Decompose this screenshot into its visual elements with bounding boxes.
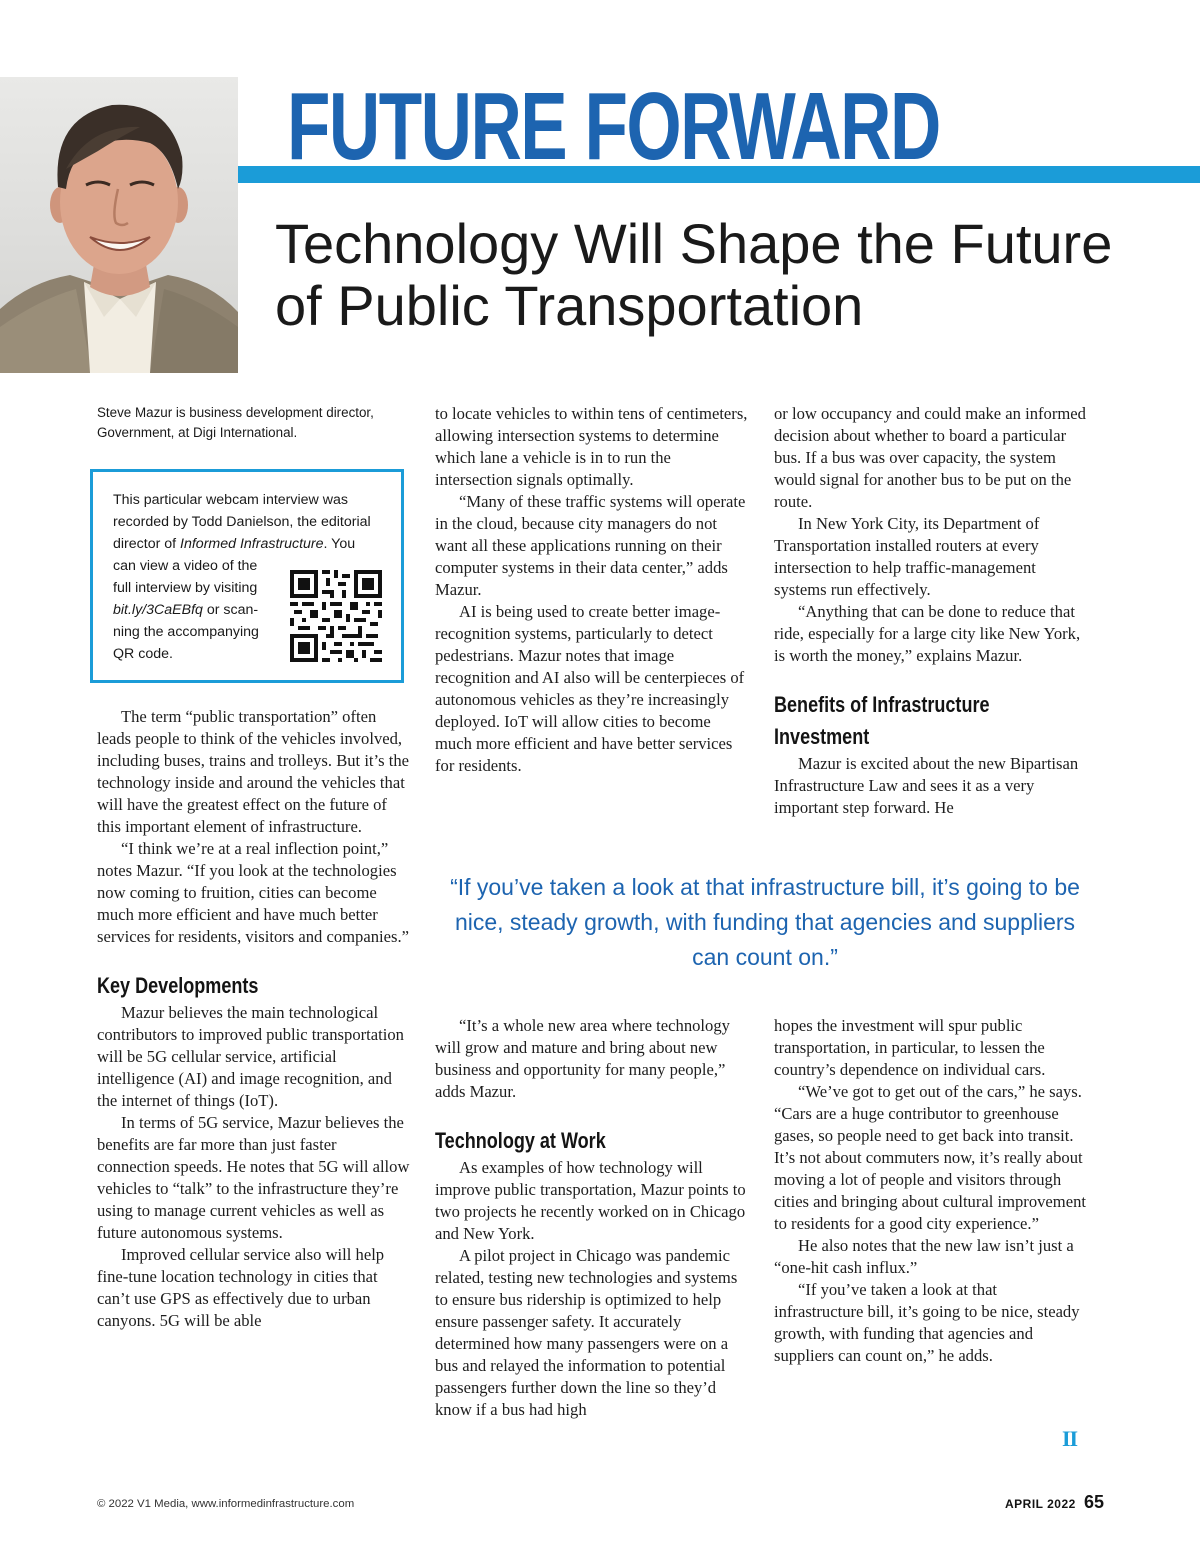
footer-issue-date: APRIL 2022 bbox=[1005, 1497, 1076, 1511]
paragraph: “I think we’re at a real inflection point,” notes Mazur. “If you look at the technologies now coming to fruition, cities can become much more efficient and have much better services for residents, visitors and companies.” bbox=[97, 839, 409, 946]
paragraph: He also notes that the new law isn’t just a “one-hit cash influx.” bbox=[774, 1236, 1074, 1277]
author-photo bbox=[0, 77, 238, 373]
paragraph: to locate vehicles to within tens of centimeters, allowing intersection systems to determine which lane a vehicle is in to run the intersection signals optimally. bbox=[435, 404, 748, 489]
article-column-2-bottom bbox=[435, 1015, 749, 1421]
section-heading: Key Developments bbox=[97, 973, 259, 998]
paragraph: AI is being used to create better image-recognition systems, particularly to detect pedestrians. Mazur notes that image recognition and AI also will be centerpieces of autonomous vehicles as they’re increasingly deployed. IoT will allow cities to become much more efficient and have better services for residents. bbox=[435, 602, 745, 775]
paragraph: or low occupancy and could make an informed decision about whether to board a particular bus. If a bus was over capacity, the system would signal for another bus to be put on the route. bbox=[774, 404, 1086, 511]
author-byline: Steve Mazur is business development director, Government, at Digi International. bbox=[97, 405, 374, 440]
paragraph: A pilot project in Chicago was pandemic related, testing new technologies and systems to ensure bus ridership is optimized to help ensure passenger safety. It accurately determined how many passengers were on a bus and relayed the information to potential passengers further down the line so they’d know if a bus had high bbox=[435, 1246, 738, 1419]
paragraph: “It’s a whole new area where technology will grow and mature and bring about new business and opportunity for many people,” adds Mazur. bbox=[435, 1016, 730, 1101]
end-of-article-mark: II bbox=[1062, 1426, 1078, 1451]
paragraph: In New York City, its Department of Transportation installed routers at every intersection to help traffic-management systems run effectively. bbox=[774, 514, 1040, 599]
pull-quote: “If you’ve taken a look at that infrastructure bill, it’s going to be nice, steady growth, with funding that agencies and suppliers can count on.” bbox=[450, 874, 1080, 970]
info-line: This particular webcam interview was bbox=[113, 492, 348, 508]
paragraph: In terms of 5G service, Mazur believes the benefits are far more than just faster connection speeds. He notes that 5G will allow vehicles to “talk” to the infrastructure they’re using to manage current vehicles as well as future autonomous systems. bbox=[97, 1113, 410, 1242]
footer-copyright: © 2022 V1 Media, www.informedinfrastructure.com bbox=[97, 1498, 355, 1510]
headline-line: Technology Will Shape the Future bbox=[275, 212, 1113, 275]
info-line: QR code. bbox=[113, 646, 173, 662]
article-column-1 bbox=[97, 706, 411, 1332]
paragraph: Mazur is excited about the new Bipartisan Infrastructure Law and sees it as a very important step forward. He bbox=[774, 754, 1079, 817]
paragraph: “We’ve got to get out of the cars,” he says. “Cars are a huge contributor to greenhouse gases, so people need to get back into transit. It’s not about commuters now, it’s really about moving a lot of people and visitors through cities and bringing about cultural improvement to residents for a good city experience.” bbox=[774, 1082, 1086, 1233]
headline-line: of Public Transportation bbox=[275, 274, 864, 337]
paragraph: As examples of how technology will improve public transportation, Mazur points to two projects he recently worked on in Chicago and New York. bbox=[435, 1158, 746, 1243]
paragraph: Mazur believes the main technological contributors to improved public transportation will be 5G cellular service, artificial intelligence (AI) and image recognition, and the internet of things (IoT). bbox=[97, 1003, 404, 1110]
publication-name: Informed Infrastructure bbox=[180, 536, 324, 552]
info-line: ning the accompanying bbox=[113, 624, 259, 640]
video-info-box bbox=[90, 469, 404, 683]
article-column-3-bottom bbox=[774, 1015, 1088, 1367]
series-title: FUTURE FORWARD bbox=[287, 73, 940, 180]
paragraph: “Many of these traffic systems will operate in the cloud, because city managers do not want all these applications running on their computer systems in their data center,” adds Mazur. bbox=[435, 492, 746, 599]
video-link[interactable]: bit.ly/3CaEBfq bbox=[113, 602, 203, 618]
info-line: bit.ly/3CaEBfq or scan- bbox=[113, 602, 259, 618]
section-heading: Benefits of Infrastructure Investment bbox=[774, 692, 990, 749]
info-line: director of Informed Infrastructure. You bbox=[113, 536, 356, 552]
section-heading: Technology at Work bbox=[435, 1128, 606, 1153]
article-column-2-top bbox=[435, 403, 749, 777]
headline bbox=[275, 213, 1155, 337]
paragraph: The term “public transportation” often leads people to think of the vehicles involved, including buses, trains and trolleys. But it’s the technology inside and around the vehicles that will have the greatest effect on the future of this important element of infrastructure. bbox=[97, 707, 410, 836]
page-number: 65 bbox=[1084, 1492, 1105, 1512]
qr-code-icon[interactable] bbox=[290, 570, 382, 662]
paragraph: Improved cellular service also will help fine-tune location technology in cities that can’t use GPS as effectively due to urban canyons. 5G will be able bbox=[97, 1245, 385, 1330]
paragraph: “If you’ve taken a look at that infrastructure bill, it’s going to be nice, steady growth, with funding that agencies and suppliers can count on,” he adds. bbox=[774, 1280, 1080, 1365]
info-line: recorded by Todd Danielson, the editorial bbox=[113, 514, 371, 530]
paragraph: “Anything that can be done to reduce that ride, especially for a large city like New York, is worth the money,” explains Mazur. bbox=[774, 602, 1081, 665]
article-column-3-top bbox=[774, 403, 1088, 819]
info-line: can view a video of the bbox=[113, 558, 258, 574]
info-line: full interview by visiting bbox=[113, 580, 258, 596]
paragraph: hopes the investment will spur public transportation, in particular, to lessen the country’s dependence on individual cars. bbox=[774, 1016, 1046, 1079]
